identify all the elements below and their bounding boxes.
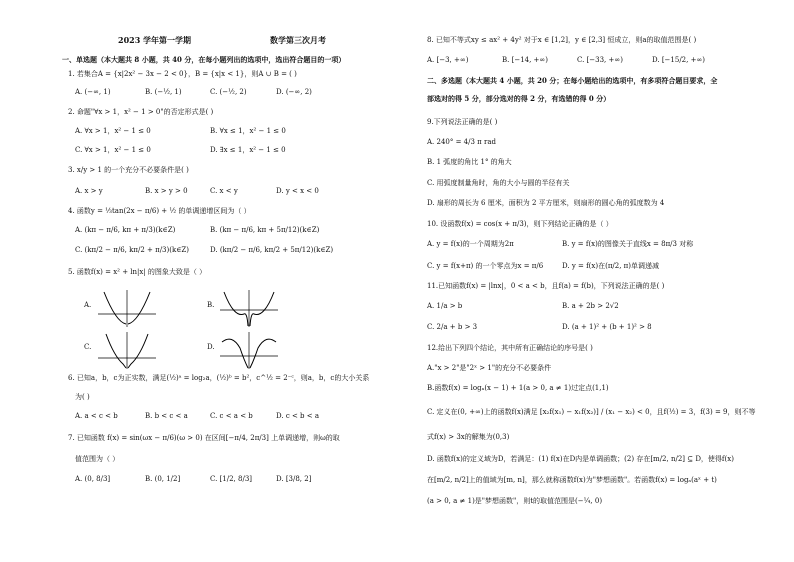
option-3a: A. x > y: [75, 187, 103, 195]
option-10d: D. y = f(x)在(π/2, π)单调递减: [562, 262, 660, 270]
option-3b: B. x > y > 0: [145, 187, 188, 195]
option-3d: D. y < x < 0: [276, 187, 319, 195]
option-1c: C. (−½, 2): [210, 88, 247, 96]
option-11a: A. 1/a > b: [427, 302, 463, 310]
option-2b: B. ∀x ≤ 1，x² − 1 ≤ 0: [210, 127, 286, 135]
section-multi-choice-line2: 部选对的得 5 分，部分选对的得 2 分，有选错的得 0 分）: [427, 94, 611, 103]
option-11c: C. 2/a + b > 3: [427, 323, 478, 331]
option-7d: D. [3/8, 2]: [276, 475, 312, 483]
graph-label-d: D.: [207, 343, 215, 351]
option-8a: A. [−3, +∞): [427, 56, 469, 64]
option-8d: D. [−15/2, +∞): [652, 56, 706, 64]
option-2d: D. ∃x ≤ 1，x² − 1 ≤ 0: [210, 146, 286, 154]
term-title: 2023 学年第一学期: [118, 35, 192, 45]
question-10: 10. 设函数f(x) = cos(x + π/3)，则下列结论正确的是（ ）: [427, 220, 613, 228]
statement-12c-line1: C. 定义在(0, +∞)上的函数f(x)满足 [x₂f(x₁) − x₁f(x₂)] / (x₁ − x₂) < 0，且f(½) = 3，f(3) = 9，则不等: [427, 408, 756, 416]
option-2c: C. ∀x > 1，x² − 1 ≤ 0: [75, 146, 151, 154]
option-1d: D. (−∞, 2): [276, 88, 312, 96]
question-5: 5. 函数f(x) = x² + ln|x| 的图象大致是（ ）: [68, 268, 207, 276]
graph-d: [218, 330, 280, 370]
exam-title: 数学第三次月考: [270, 35, 326, 45]
option-4b: B. (kπ − π/6, kπ + 5π/12)(k∈Z): [210, 226, 320, 234]
question-7-line1: 7. 已知函数 f(x) = sin(ωx − π/6)(ω > 0) 在区间[−π/4, 2π/3] 上单调递增，则ω的取: [68, 434, 340, 442]
question-6-line2: 为( ): [75, 393, 90, 401]
option-4c: C. (kπ/2 − π/6, kπ/2 + π/3)(k∈Z): [75, 246, 189, 254]
graph-c: [96, 330, 158, 370]
option-7b: B. (0, 1/2]: [145, 475, 181, 483]
graph-b: [218, 288, 280, 328]
option-10b: B. y = f(x)的图像关于直线x = 8π/3 对称: [562, 240, 694, 248]
question-4: 4. 函数y = ⅓tan(2x − π/6) + ½ 的单调递增区间为（ ）: [68, 207, 251, 215]
statement-12d-line3: (a > 0, a ≠ 1)是"梦想函数"，则t的取值范围是(−¼, 0): [427, 497, 603, 505]
option-8c: C. [−33, +∞): [577, 56, 623, 64]
statement-12c-line2: 式f(x) > 3x的解集为(0,3): [427, 433, 510, 441]
statement-12b: B.函数f(x) = logₐ(x − 1) + 1(a > 0, a ≠ 1)过定点(1,1): [427, 384, 609, 392]
option-6c: C. c < a < b: [210, 412, 253, 420]
graph-a: [96, 288, 158, 328]
section-single-choice: 一、单选题（本大题共 8 小题，共 40 分，在每小题列出的选项中，选出符合题目的一项）: [62, 55, 346, 64]
graph-label-a: A.: [84, 301, 92, 309]
option-1b: B. (−½, 1): [145, 88, 182, 96]
question-6-line1: 6. 已知a，b，c为正实数，满足(½)ᵃ = log₂a，(½)ᵇ = b²，c^½ = 2⁻ᶜ，则a，b，c的大小关系: [68, 374, 370, 382]
option-6d: D. c < b < a: [276, 412, 320, 420]
question-1: 1. 若集合A = {x|2x² − 3x − 2 < 0}，B = {x|x < 1}，则A ∪ B = ( ): [68, 70, 297, 78]
option-2a: A. ∀x > 1，x² − 1 ≤ 0: [75, 127, 151, 135]
option-7a: A. (0, 8/3]: [75, 475, 111, 483]
option-4d: D. (kπ/2 − π/6, kπ/2 + 5π/12)(k∈Z): [210, 246, 334, 254]
question-7-line2: 值范围为（ ）: [75, 455, 120, 463]
question-3: 3. x/y > 1 的一个充分不必要条件是( ): [68, 166, 189, 174]
section-multi-choice-line1: 二、多选题（本大题共 4 小题，共 20 分；在每小题给出的选项中，有多项符合题目要求，全: [427, 76, 718, 85]
option-11b: B. a + 2b > 2√2: [562, 302, 619, 310]
statement-12a: A."x > 2"是"2ˣ > 1"的充分不必要条件: [427, 364, 552, 372]
option-6a: A. a < c < b: [75, 412, 118, 420]
question-11: 11.已知函数f(x) = |lnx|，0 < a < b，且f(a) = f(b)，下列说法正确的是( ): [427, 282, 665, 290]
option-8b: B. [−14, +∞): [502, 56, 548, 64]
option-4a: A. (kπ − π/6, kπ + π/3)(k∈Z): [75, 226, 176, 234]
question-9: 9.下列说法正确的是( ): [427, 118, 498, 126]
option-11d: D. (a + 1)² + (b + 1)² > 8: [562, 323, 652, 331]
graph-label-c: C.: [84, 343, 92, 351]
statement-12d-line2: 在[m/2, n/2]上的值域为[m, n]，那么就称函数f(x)为"梦想函数"。若函数f(x) = logₐ(aˣ + t): [427, 476, 717, 484]
option-6b: B. b < c < a: [145, 412, 188, 420]
option-9a: A. 240° = 4/3 π rad: [427, 138, 496, 146]
graph-label-b: B.: [207, 301, 215, 309]
option-3c: C. x < y: [210, 187, 238, 195]
question-2: 2. 命题"∀x > 1，x² − 1 > 0"的否定形式是( ): [68, 108, 214, 116]
question-8: 8. 已知不等式xy ≤ ax² + 4y² 对于x ∈ [1,2]，y ∈ [2,3] 恒成立，则a的取值范围是( ): [427, 36, 697, 44]
option-9c: C. 用弧度制量角时，角的大小与圆的半径有关: [427, 179, 570, 187]
option-1a: A. (−∞, 1): [75, 88, 111, 96]
option-10a: A. y = f(x)的一个周期为2π: [427, 240, 514, 248]
option-9d: D. 扇形的周长为 6 厘米，面积为 2 平方厘米，则扇形的圆心角的弧度数为 4: [427, 199, 665, 207]
option-9b: B. 1 弧度的角比 1° 的角大: [427, 158, 512, 166]
question-12: 12.给出下列四个结论，其中所有正确结论的序号是( ): [427, 344, 593, 352]
statement-12d-line1: D. 函数f(x)的定义域为D，若满足：(1) f(x)在D内是单调函数；(2) 存在[m/2, n/2] ⊆ D，使得f(x): [427, 455, 734, 463]
option-7c: C. [1/2, 8/3]: [210, 475, 252, 483]
option-10c: C. y = f(x+π) 的一个零点为x = π/6: [427, 262, 544, 270]
